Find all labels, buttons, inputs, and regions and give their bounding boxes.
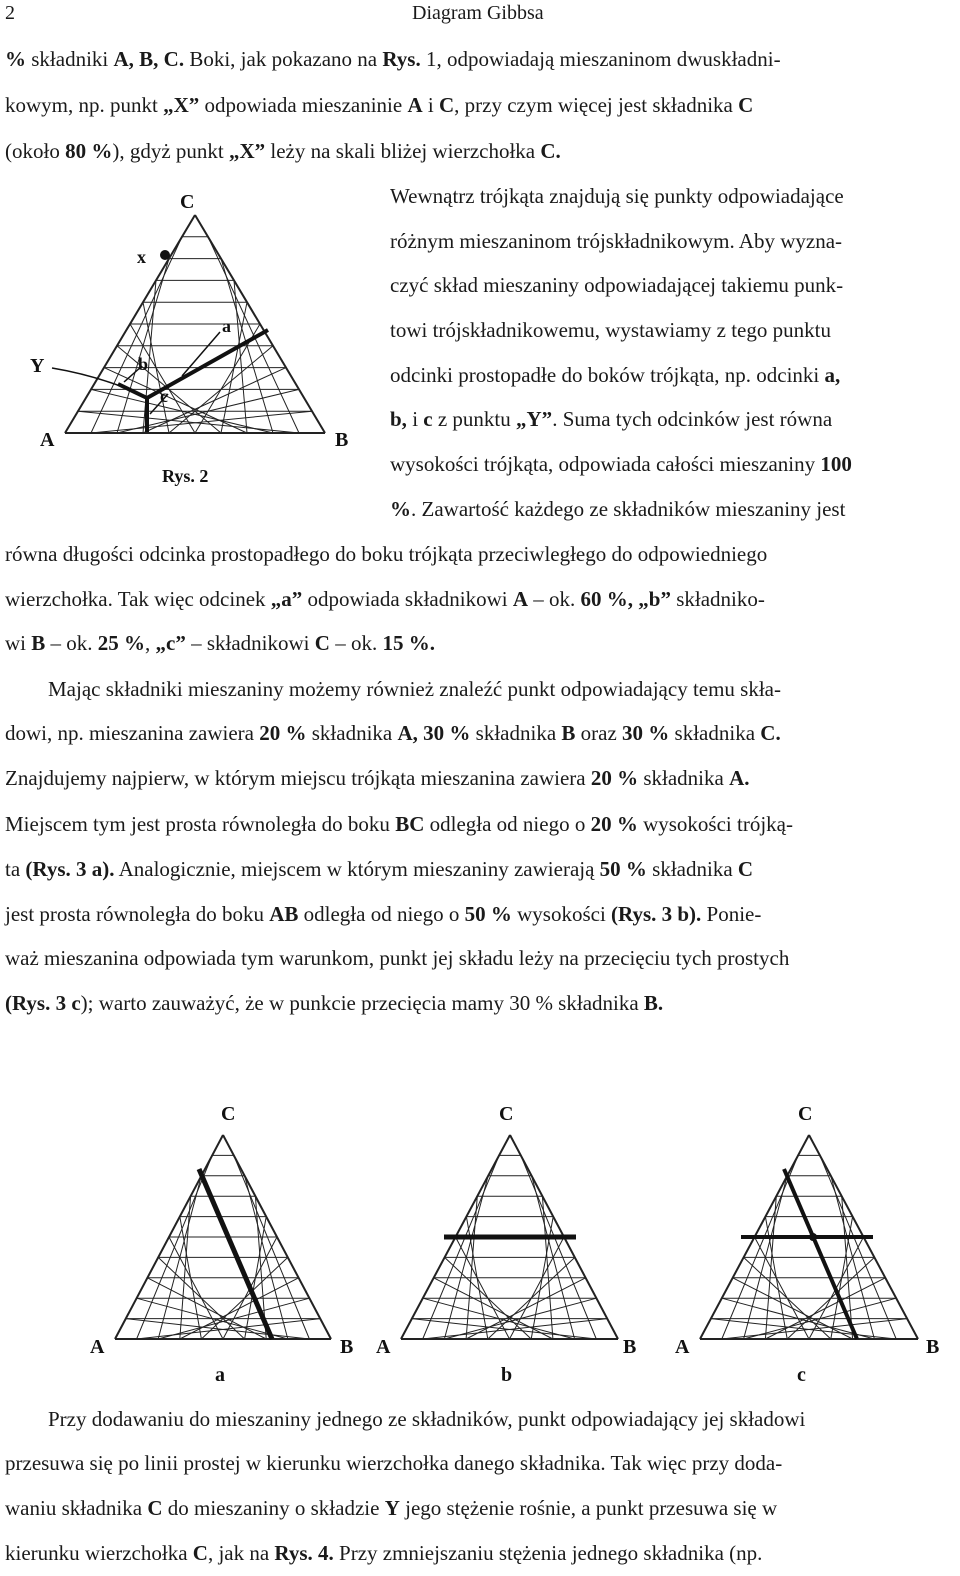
para3-line5: ta (Rys. 3 a). Analogicznie, miejscem w którym mieszaniny zawierają 50 % składnika C xyxy=(5,857,754,881)
para3-line3: Znajdujemy najpierw, w którym miejscu trójkąta mieszanina zawiera 20 % składnika A. xyxy=(5,766,750,790)
para2-line2: różnym mieszaninom trójskładnikowym. Aby wyzna- xyxy=(390,229,843,253)
grid-line xyxy=(180,1278,299,1339)
fig2-vertex-a-label: A xyxy=(40,429,55,451)
page-number: 2 xyxy=(5,2,15,24)
figure-3c-ternary-diagram xyxy=(670,1090,960,1390)
fig2-seg-a-label: a xyxy=(222,316,231,336)
fig2-point-x-label: x xyxy=(137,247,146,267)
fig2-grid xyxy=(65,215,325,433)
point-x-marker xyxy=(160,250,170,260)
para2-line9: równa długości odcinka prostopadłego do boku trójkąta przeciwległego do odpowiedniego xyxy=(5,542,768,566)
para2-line6: b, i c z punktu „Y”. Suma tych odcinków jest równa xyxy=(390,407,833,431)
para2-line4: towi trójskładnikowemu, wystawiamy z tego punktu xyxy=(390,318,831,342)
fig3b-vertex-a-label: A xyxy=(376,1336,391,1358)
grid-line xyxy=(137,1319,321,1339)
para3-line7: waż mieszanina odpowiada tym warunkom, punkt jej składu leży na przecięciu tych prostych xyxy=(5,946,790,970)
figure-3a-ternary-diagram xyxy=(85,1090,375,1390)
para4-line2: przesuwa się po linii prostej w kierunku wierzchołka danego składnika. Tak więc przy doda- xyxy=(5,1451,783,1475)
para2-line1: Wewnątrz trójkąta znajdują się punkty odpowiadające xyxy=(390,184,844,208)
fig3b-caption: b xyxy=(501,1364,513,1386)
fig3a-vertex-a-label: A xyxy=(90,1336,105,1358)
para2-line10: wierzchołka. Tak więc odcinek „a” odpowiada składnikowi A – ok. 60 %, „b” składniko- xyxy=(5,587,765,611)
grid-line xyxy=(423,1319,608,1339)
para4-line4: kierunku wierzchołka C, jak na Rys. 4. Przy zmniejszaniu stężenia jednego składnika (np. xyxy=(5,1541,763,1565)
grid-line xyxy=(104,368,247,433)
para1-line2: kowym, np. punkt „X” odpowiada mieszaninie A i C, przy czym więcej jest składnika C xyxy=(5,93,754,117)
para2-line5: odcinki prostopadłe do boków trójkąta, np. odcinki a, xyxy=(390,363,841,387)
para3-line4: Miejscem tym jest prosta równoległa do boku BC odległa od niego o 20 % wysokości trójką- xyxy=(5,812,793,836)
para3-line2: dowi, np. mieszanina zawiera 20 % składnika A, 30 % składnika B oraz 30 % składnika C. xyxy=(5,721,781,745)
para1-line3: (około 80 %), gdyż punkt „X” leży na skali bliżej wierzchołka C. xyxy=(5,139,561,163)
running-title: Diagram Gibbsa xyxy=(412,2,544,24)
grid-line xyxy=(711,1319,896,1339)
grid-line xyxy=(126,1319,310,1339)
fig2-vertex-b-label: B xyxy=(335,429,349,451)
fig3c-caption: c xyxy=(797,1364,806,1386)
para2-line3: czyć skład mieszaniny odpowiadającej takiemu punk- xyxy=(390,273,844,297)
para2-line11: wi B – ok. 25 %, „c” – składnikowi C – ok. 15 %. xyxy=(5,631,435,655)
fig2-seg-b-label: b xyxy=(138,354,149,374)
fig3a-caption: a xyxy=(215,1364,225,1386)
figure-3b-ternary-diagram xyxy=(373,1090,663,1390)
para3-line6: jest prosta równoległa do boku AB odległa od niego o 50 % wysokości (Rys. 3 b). Ponie- xyxy=(5,902,762,926)
para2-line7: wysokości trójkąta, odpowiada całości mieszaniny 100 xyxy=(390,452,852,476)
fig3c-vertex-b-label: B xyxy=(926,1336,940,1358)
grid-line xyxy=(722,1319,907,1339)
para2-line8: %. Zawartość każdego ze składników mieszaniny jest xyxy=(390,497,846,521)
fig3a-vertex-b-label: B xyxy=(340,1336,354,1358)
fig2-vertex-c-label: C xyxy=(180,191,195,213)
para1-line1: % składniki A, B, C. Boki, jak pokazano na Rys. 1, odpowiadają mieszaninom dwuskładni- xyxy=(5,47,781,71)
fig3c-intersection-point xyxy=(809,1233,817,1241)
fig2-caption: Rys. 2 xyxy=(162,466,209,486)
fig3a-grid xyxy=(115,1135,331,1339)
fig3a-vertex-c-label: C xyxy=(221,1103,236,1125)
para4-line1: Przy dodawaniu do mieszaniny jednego ze składników, punkt odpowiadający jej składowi xyxy=(48,1407,806,1431)
grid-line xyxy=(412,1319,596,1339)
fig2-point-y-label: Y xyxy=(30,355,45,377)
figure-2-ternary-diagram xyxy=(0,180,380,500)
grid-line xyxy=(434,1278,553,1339)
para4-line3: waniu składnika C do mieszaniny o składzie Y jego stężenie rośnie, a punkt przesuwa się w xyxy=(5,1496,778,1520)
fig3b-vertex-c-label: C xyxy=(499,1103,514,1125)
para3-line1: Mając składniki mieszaniny możemy również znaleźć punkt odpowiadający temu skła- xyxy=(48,677,782,701)
grid-line xyxy=(765,1278,885,1339)
para3-line8: (Rys. 3 c); warto zauważyć, że w punkcie przecięcia mamy 30 % składnika B. xyxy=(5,991,664,1015)
fig3b-vertex-b-label: B xyxy=(623,1336,637,1358)
grid-line xyxy=(78,411,299,433)
grid-line xyxy=(91,411,312,433)
fig3c-vertex-a-label: A xyxy=(675,1336,690,1358)
fig3c-vertex-c-label: C xyxy=(798,1103,813,1125)
grid-line xyxy=(466,1278,585,1339)
fig2-seg-c-label: c xyxy=(160,386,168,406)
